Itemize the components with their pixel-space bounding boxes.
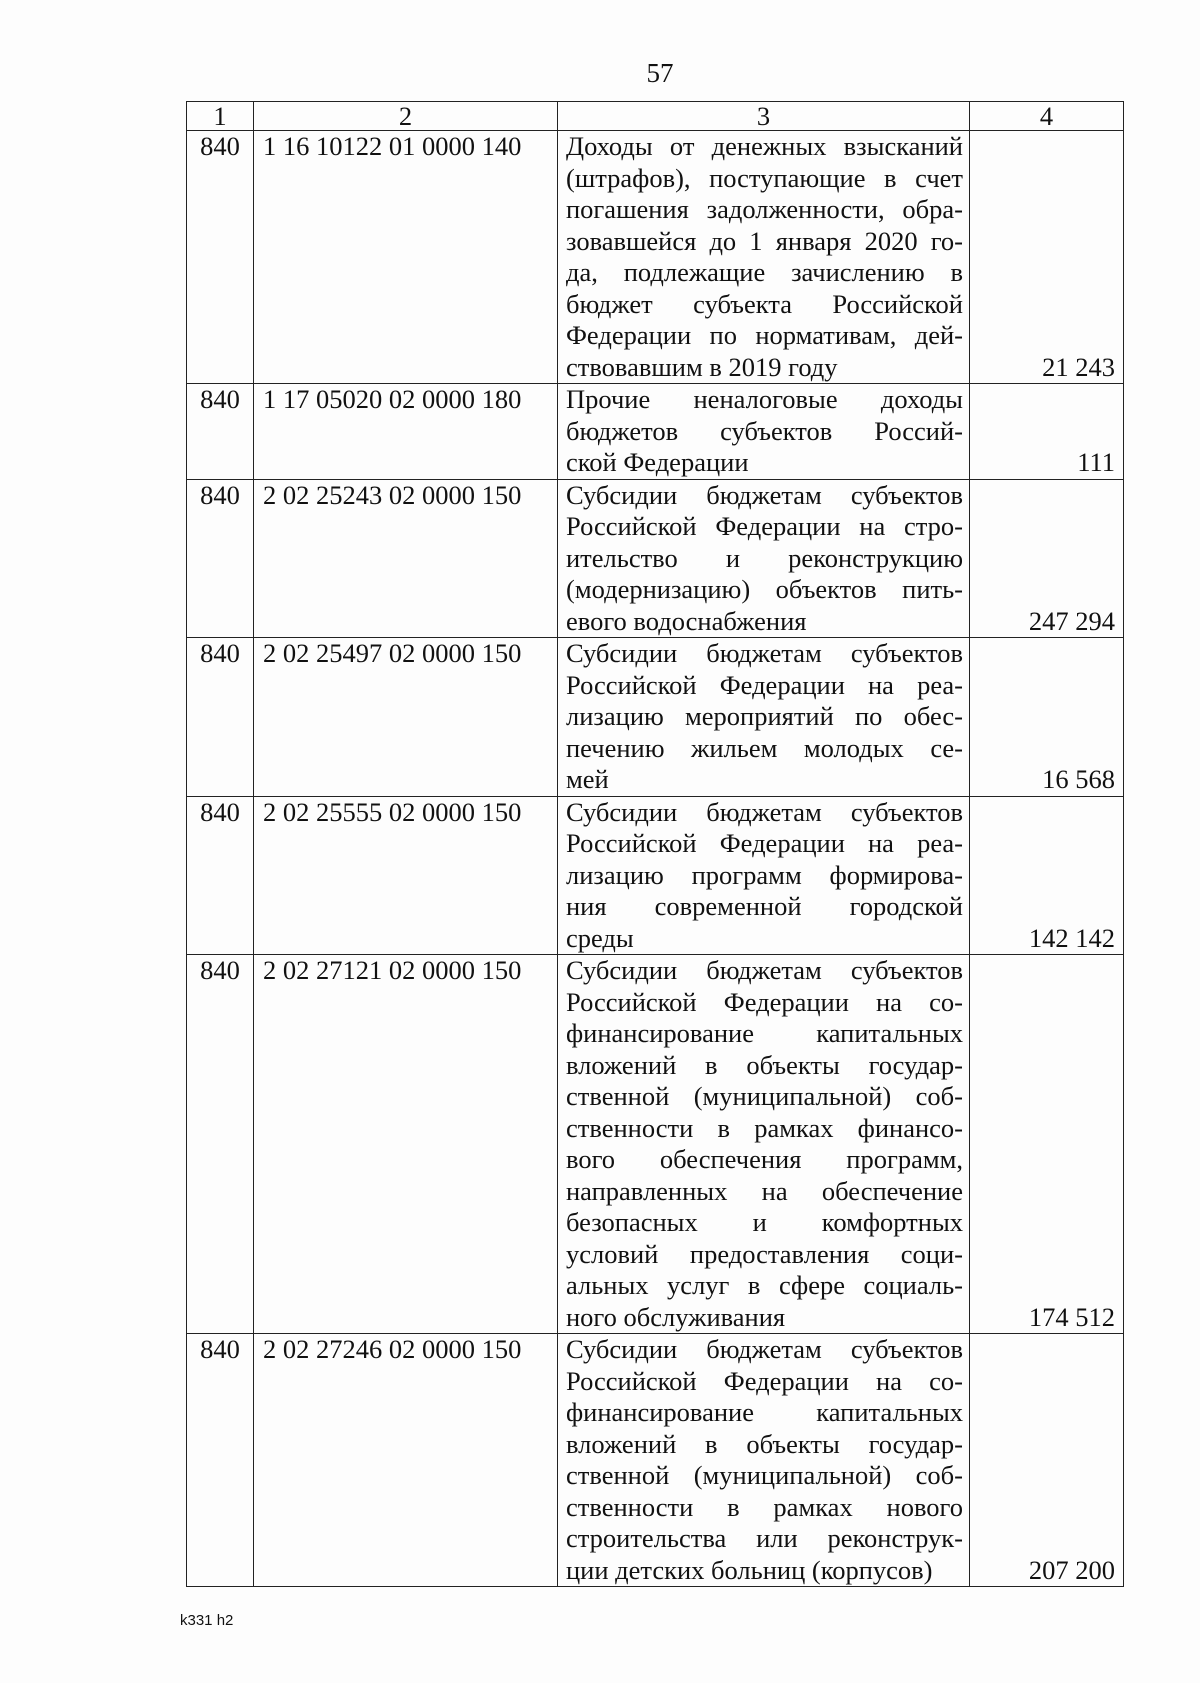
description-line: (модернизацию) объектов пить- [566,574,963,604]
table-row [187,796,1124,955]
budget-classification-code-cell: 2 02 25497 02 0000 150 [254,638,558,797]
description-line: ного обслуживания [566,1301,786,1332]
description-line: Российской Федерации на реа- [566,828,963,858]
description-line: Доходы от денежных взысканий [566,131,963,161]
description-line: Субсидии бюджетам субъектов [566,638,963,668]
description-cell [558,384,970,480]
description-line: Российской Федерации на реа- [566,669,963,700]
description-line: безопасных и комфортных [566,1207,963,1237]
description-line: лизацию мероприятий по обес- [566,701,963,731]
amount-cell: 21 243 [970,131,1124,384]
description-line: финансирование капитальных [566,1397,963,1427]
budget-classification-code-cell: 2 02 25243 02 0000 150 [254,479,558,638]
budget-classification-code-cell: 2 02 27121 02 0000 150 [254,955,558,1334]
table-body [187,131,1124,1587]
admin-code-cell: 840 [187,955,254,1334]
description-line: вложений в объекты государ- [566,1049,963,1080]
description-line: вложений в объекты государ- [566,1428,963,1459]
description-cell [558,479,970,638]
description-cell [558,955,970,1334]
description-cell [558,131,970,384]
footer-code: k331 h2 [180,1612,234,1629]
description-cell [558,796,970,955]
description-line: Федерации по нормативам, дей- [566,320,963,350]
description-line: бюджетов субъектов Россий- [566,415,963,446]
description-line: ствовавшим в 2019 году [566,351,838,382]
table-row [187,479,1124,638]
description-line: строительства или реконструк- [566,1523,963,1553]
admin-code-cell: 840 [187,1334,254,1587]
description-line: Российской Федерации на со- [566,1365,963,1396]
admin-code-cell: 840 [187,384,254,480]
description-cell [558,638,970,797]
amount-cell: 142 142 [970,796,1124,955]
column-header-3: 3 [558,102,970,131]
description-line: Субсидии бюджетам субъектов [566,1334,963,1364]
budget-classification-code-cell: 1 17 05020 02 0000 180 [254,384,558,480]
table-row [187,955,1124,1334]
description-line: Российской Федерации на стро- [566,511,963,541]
admin-code-cell: 840 [187,796,254,955]
description-line: ния современной городской [566,891,963,921]
admin-code-cell: 840 [187,131,254,384]
table-row [187,384,1124,480]
amount-cell: 207 200 [970,1334,1124,1587]
budget-classification-code-cell: 2 02 27246 02 0000 150 [254,1334,558,1587]
description-line: да, подлежащие зачислению в [566,257,963,287]
column-header-1: 1 [187,102,254,131]
description-line: зовавшейся до 1 января 2020 го- [566,225,963,256]
description-line: ственной (муниципальной) соб- [566,1460,963,1490]
description-line: ительство и реконструкцию [566,542,963,573]
amount-cell: 247 294 [970,479,1124,638]
description-line: бюджет субъекта Российской [566,288,963,319]
description-line: Субсидии бюджетам субъектов [566,796,963,827]
column-header-2: 2 [254,102,558,131]
description-line: (штрафов), поступающие в счет [566,162,963,193]
page-number: 57 [646,58,674,88]
description-line: Субсидии бюджетам субъектов [566,479,963,510]
description-line: среды [566,922,634,953]
description-line: финансирование капитальных [566,1018,963,1048]
description-line: ственности в рамках финансо- [566,1112,963,1143]
amount-cell: 111 [970,384,1124,480]
admin-code-cell: 840 [187,638,254,797]
description-line: лизацию программ формирова- [566,859,963,890]
budget-classification-code-cell: 2 02 25555 02 0000 150 [254,796,558,955]
description-line: вого обеспечения программ, [566,1144,963,1174]
admin-code-cell: 840 [187,479,254,638]
description-line: Прочие неналоговые доходы [566,384,963,414]
description-line: печению жильем молодых се- [566,732,963,763]
description-line: погашения задолженности, обра- [566,194,963,224]
description-line: евого водоснабжения [566,605,807,636]
column-header-4: 4 [970,102,1124,131]
amount-cell: 174 512 [970,955,1124,1334]
description-line: Субсидии бюджетам субъектов [566,955,963,985]
description-line: ции детских больниц (корпусов) [566,1554,933,1585]
budget-classification-code-cell: 1 16 10122 01 0000 140 [254,131,558,384]
description-line: ственности в рамках нового [566,1491,963,1522]
table-row [187,1334,1124,1587]
description-line: направленных на обеспечение [566,1175,963,1206]
description-line: условий предоставления соци- [566,1238,963,1269]
description-line: альных услуг в сфере социаль- [566,1270,963,1300]
budget-table [186,101,1124,1587]
table-row [187,638,1124,797]
description-line: ской Федерации [566,447,749,477]
table-row [187,131,1124,384]
description-line: Российской Федерации на со- [566,986,963,1017]
description-line: мей [566,764,609,794]
table-header-row [187,102,1124,131]
description-line: ственной (муниципальной) соб- [566,1081,963,1111]
amount-cell: 16 568 [970,638,1124,797]
description-cell [558,1334,970,1587]
